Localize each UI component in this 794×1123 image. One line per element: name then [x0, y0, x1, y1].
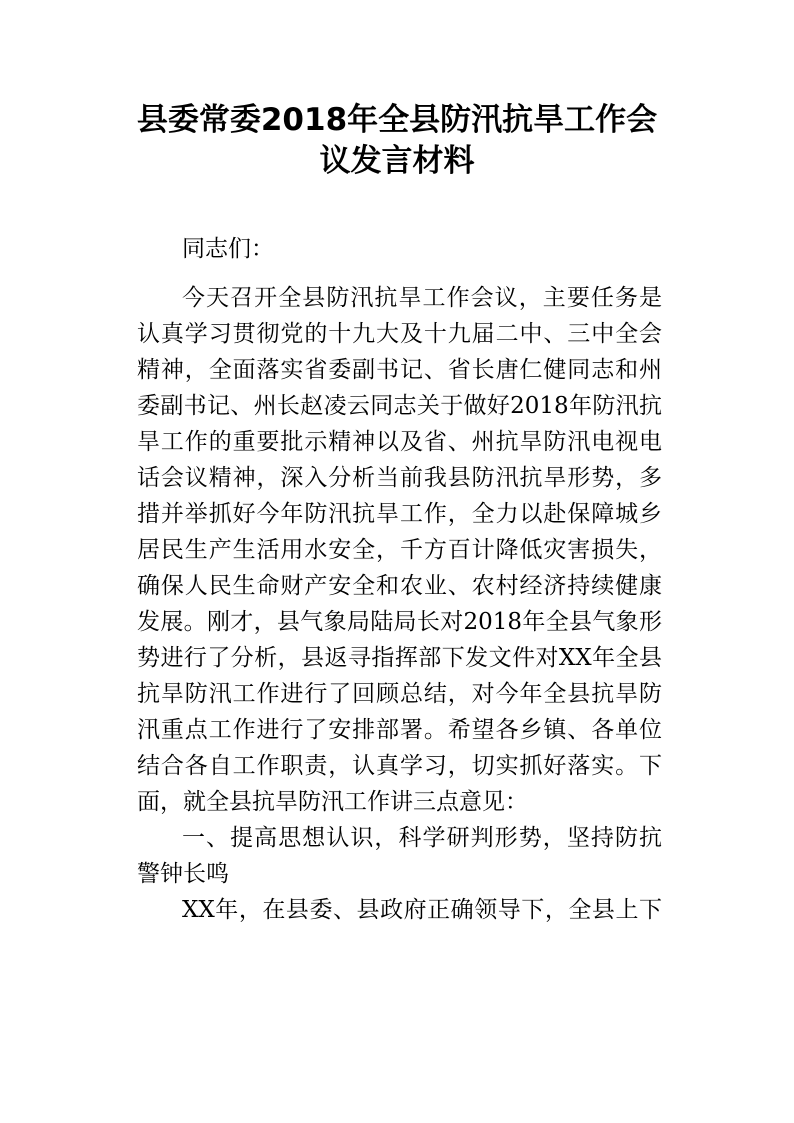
document-title-line-1: 县委常委2018年全县防汛抗旱工作会: [136, 102, 658, 138]
paragraph-line: XX年，在县委、县政府正确领导下，全县上下: [182, 897, 662, 923]
paragraph-line: 话会议精神，深入分析当前我县防汛抗旱形势，多: [137, 465, 662, 491]
paragraph-line: 认真学习贯彻党的十九大及十九届二中、三中全会: [137, 321, 662, 347]
section-heading-line: 一、提高思想认识，科学研判形势，坚持防抗: [182, 825, 662, 851]
paragraph-line: 抗旱防汛工作进行了回顾总结，对今年全县抗旱防: [137, 681, 662, 707]
paragraph-line: 发展。刚才，县气象局陆局长对2018年全县气象形: [137, 609, 662, 635]
paragraph-line: 居民生产生活用水安全，千方百计降低灾害损失，: [137, 537, 662, 563]
paragraph-line: 确保人民生命财产安全和农业、农村经济持续健康: [137, 573, 662, 599]
paragraph-line: 旱工作的重要批示精神以及省、州抗旱防汛电视电: [137, 429, 662, 455]
section-heading-line: 警钟长鸣: [137, 861, 229, 887]
paragraph-line: 委副书记、州长赵凌云同志关于做好2018年防汛抗: [137, 393, 662, 419]
paragraph-line: 措并举抓好今年防汛抗旱工作，全力以赴保障城乡: [137, 501, 662, 527]
paragraph-line: 今天召开全县防汛抗旱工作会议，主要任务是: [182, 285, 662, 311]
salutation: 同志们：: [182, 236, 274, 262]
paragraph-line: 精神，全面落实省委副书记、省长唐仁健同志和州: [137, 357, 662, 383]
document-title-line-2: 议发言材料: [319, 143, 475, 179]
paragraph-line: 结合各自工作职责，认真学习，切实抓好落实。下: [137, 753, 662, 779]
paragraph-line: 面，就全县抗旱防汛工作讲三点意见：: [137, 789, 528, 815]
paragraph-line: 汛重点工作进行了安排部署。希望各乡镇、各单位: [137, 717, 662, 743]
paragraph-line: 势进行了分析，县返寻指挥部下发文件对XX年全县: [137, 645, 662, 671]
